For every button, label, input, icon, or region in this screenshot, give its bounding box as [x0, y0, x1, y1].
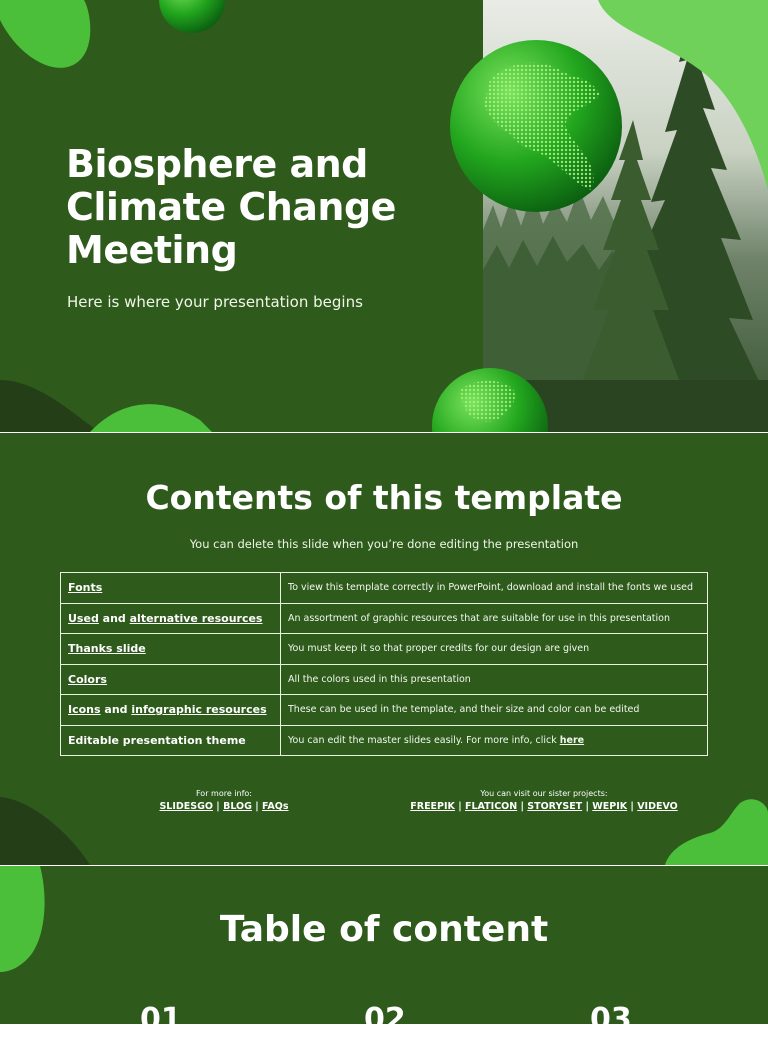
row-description: These can be used in the template, and their size and color can be edited [281, 695, 708, 726]
contents-title: Contents of this template [145, 478, 623, 517]
freepik-link[interactable]: FREEPIK [410, 801, 455, 812]
table-row [61, 725, 708, 756]
thanks-slide-link[interactable]: Thanks slide [68, 642, 146, 656]
table-row [61, 573, 708, 604]
infographic-resources-link[interactable]: infographic resources [131, 703, 267, 717]
icons-link[interactable]: Icons [68, 703, 101, 717]
slidesgo-link[interactable]: SLIDESGO [159, 801, 213, 812]
fonts-link[interactable]: Fonts [68, 581, 103, 595]
row-description: To view this template correctly in PowerPoint, download and install the fonts we used [281, 573, 708, 604]
globe-main [450, 40, 622, 212]
row-description: All the colors used in this presentation [281, 664, 708, 695]
toc-title: Table of content [219, 909, 549, 950]
row-description: You can edit the master slides easily. For more info, click [288, 734, 560, 746]
table-row [61, 664, 708, 695]
table-row [61, 603, 708, 634]
blog-link[interactable]: BLOG [223, 801, 252, 812]
table-row [61, 695, 708, 726]
presentation-title: Biosphere and Climate Change Meeting [66, 142, 396, 272]
videvo-link[interactable]: VIDEVO [637, 801, 678, 812]
blob-top-left [0, 0, 90, 68]
editable-theme-label: Editable presentation theme [61, 725, 281, 756]
blob-bottom-left [90, 404, 212, 432]
blob-top-right [598, 0, 768, 190]
blob-left-dark [0, 797, 90, 865]
flaticon-link[interactable]: FLATICON [465, 801, 518, 812]
blob-bottom-left-dark [0, 380, 100, 432]
colors-link[interactable]: Colors [68, 672, 107, 686]
storyset-link[interactable]: STORYSET [527, 801, 583, 812]
row-label-joiner: and [100, 703, 132, 717]
alternative-resources-link[interactable]: alternative resources [129, 611, 263, 625]
section-number: 02 [364, 1002, 406, 1037]
resources-table [60, 572, 708, 756]
contents-note: You can delete this slide when you’re done editing the presentation [189, 537, 579, 551]
section-number: 03 [590, 1002, 632, 1037]
globe-small-top [159, 0, 225, 33]
used-resources-link[interactable]: Used [68, 611, 99, 625]
row-description: An assortment of graphic resources that are suitable for use in this presentation [281, 603, 708, 634]
section-number: 01 [140, 1002, 182, 1037]
here-link[interactable]: here [559, 734, 585, 746]
faqs-link[interactable]: FAQs [262, 801, 289, 812]
row-label-joiner: and [98, 611, 130, 625]
footer-caption: You can visit our sister projects: [480, 789, 608, 798]
footer-sister-projects: You can visit our sister projects: FREEPIK | FLATICON | STORYSET | WEPIK | VIDEVO [404, 787, 684, 813]
footer-caption: For more info: [195, 789, 252, 798]
footer-more-info: For more info: SLIDESGO | BLOG | FAQs [150, 787, 298, 813]
title-slide [0, 0, 768, 432]
row-description: You must keep it so that proper credits for our design are given [281, 634, 708, 665]
table-row [61, 634, 708, 665]
wepik-link[interactable]: WEPIK [592, 801, 628, 812]
presentation-subtitle: Here is where your presentation begins [67, 293, 363, 311]
